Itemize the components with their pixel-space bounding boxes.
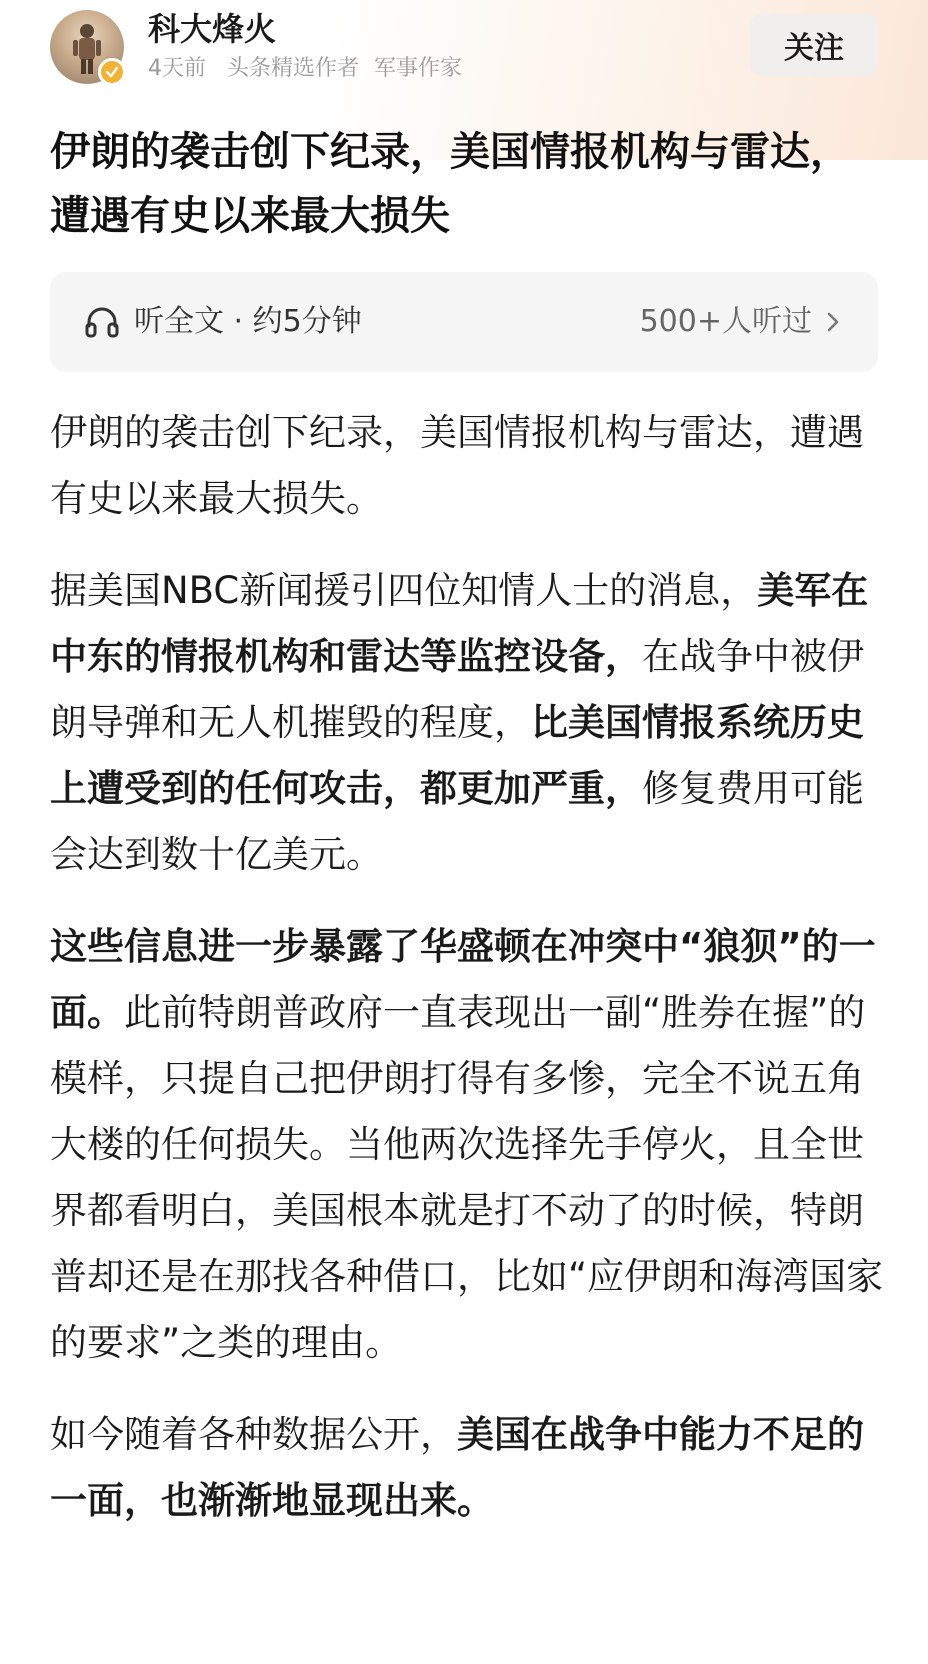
paragraph-2-text-d: 比美国情报系统历史上遭受到的任何攻击， <box>50 701 864 810</box>
paragraph-3-text-b: 此前特朗普政府一直表现出一副“胜券在握”的模样，只提自己把伊朗打得有多惨，完全不说五角大楼的任何损失。当他两次选择先手停火，且全世界都看明白，美国根本就是打不动了的时候，特朗普却还是在那找各种借口，比如“应伊朗和海湾国家的要求”之类的理由。 <box>50 991 884 1364</box>
verified-badge-icon <box>98 58 126 86</box>
paragraph-4-text-b: 美国在战争中能力不足的一面， <box>50 1413 864 1522</box>
article-body <box>50 400 890 1560</box>
listen-full-text-bar[interactable] <box>50 272 878 372</box>
paragraph-3 <box>50 914 890 1376</box>
follow-button[interactable]: 关注 <box>750 14 878 76</box>
listen-label: 听全文 · 约5分钟 <box>134 304 362 339</box>
paragraph-2 <box>50 558 890 888</box>
paragraph-2-text-a: 据美国NBC新闻援引四位知情人士的消息， <box>50 569 758 612</box>
paragraph-1 <box>50 400 890 532</box>
paragraph-3-text-a: 这些信息进一步暴露了华盛顿在冲突中“狼狈”的一面。 <box>50 925 876 1034</box>
author-tag-category: 军事作家 <box>374 56 463 81</box>
article-title: 伊朗的袭击创下纪录，美国情报机构与雷达，遭遇有史以来最大损失 <box>50 129 850 239</box>
paragraph-2-text-c: 在战争中被伊朗导弹和无人机摧毁的程度， <box>50 635 864 744</box>
author-meta <box>148 54 462 84</box>
listen-count: 500+人听过 <box>639 304 812 339</box>
paragraph-2-text-b: 美军在中东的情报机构和雷达等监控设备， <box>50 569 869 678</box>
paragraph-2-text-f: 修复费用可能会达到数十亿美元。 <box>50 767 864 876</box>
paragraph-2-text-e: 都更加严重， <box>420 767 642 810</box>
paragraph-4-text-a: 如今随着各种数据公开， <box>50 1413 457 1456</box>
headphone-icon <box>84 304 120 340</box>
paragraph-4-text-c: 也渐渐地显现出来。 <box>161 1479 494 1522</box>
publish-time: 4天前 <box>148 56 206 81</box>
paragraph-4 <box>50 1402 890 1534</box>
author-tag-selected: 头条精选作者 <box>227 56 360 81</box>
chevron-right-icon <box>824 310 842 334</box>
paragraph-1-text: 伊朗的袭击创下纪录，美国情报机构与雷达，遭遇有史以来最大损失。 <box>50 411 864 520</box>
author-header <box>0 0 928 110</box>
author-name[interactable]: 科大烽火 <box>148 10 277 48</box>
